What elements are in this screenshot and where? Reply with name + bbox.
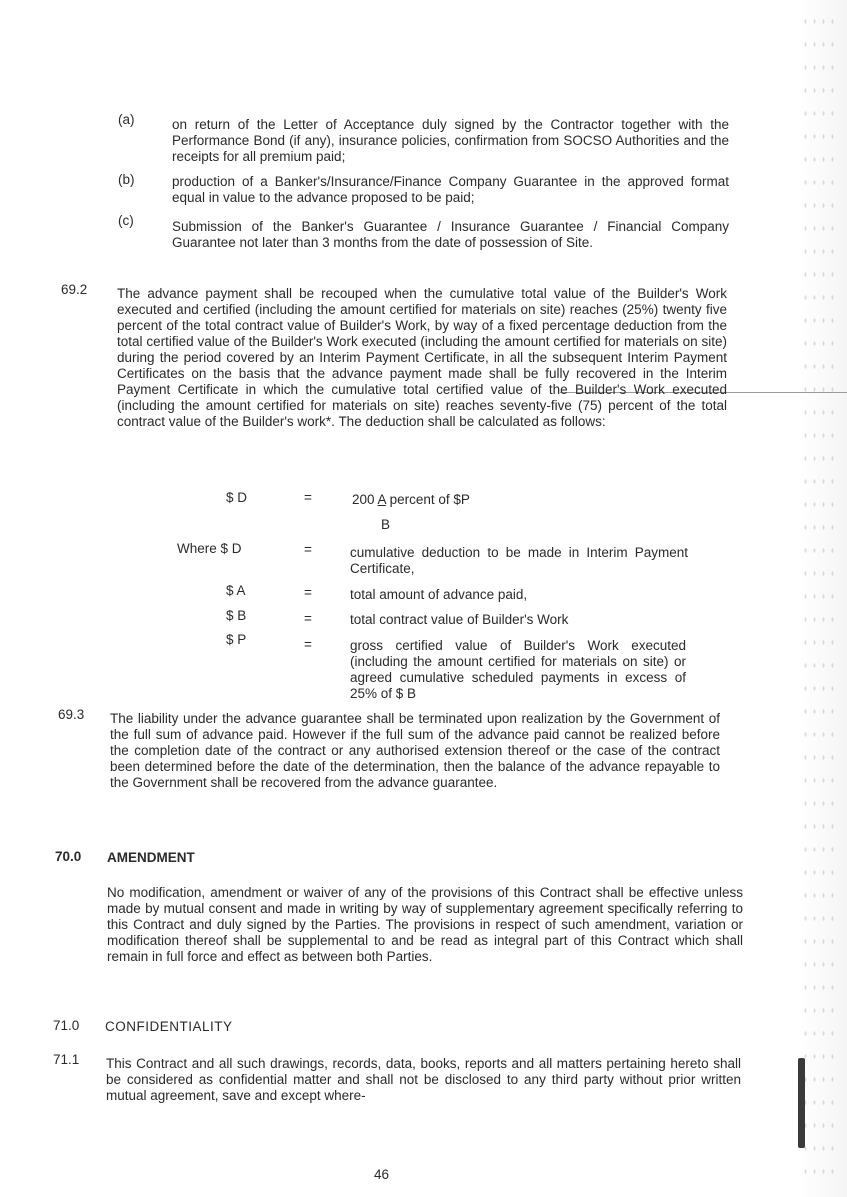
def-d-eq: =: [304, 542, 312, 557]
def-p-text: gross certified value of Builder's Work executed (including the amount certified for materials on site) or agreed cumulative scheduled payments in excess of 25% of $ B: [350, 638, 686, 701]
def-a-eq: =: [304, 585, 312, 600]
formula-lhs: $ D: [226, 490, 248, 505]
formula-rhs-var: A: [377, 492, 386, 507]
clause-69-2-number: 69.2: [61, 282, 88, 297]
formula-rhs-suffix: percent of $P: [389, 492, 470, 507]
item-a-label: (a): [118, 112, 135, 127]
clause-71-1-number: 71.1: [53, 1052, 80, 1067]
def-d-text: cumulative deduction to be made in Interim Payment Certificate,: [350, 545, 688, 576]
def-p-term: $ P: [226, 632, 247, 647]
item-b-text: production of a Banker's/Insurance/Finance Company Guarantee in the approved format equal in value to the advance proposed to be paid;: [172, 174, 729, 205]
clause-71-1-text: This Contract and all such drawings, records, data, books, reports and all matters pertaining hereto shall be considered as confidential matter and shall not be disclosed to any third party without prior written mutual agreement, save and except where-: [106, 1056, 741, 1103]
clause-69-3-number: 69.3: [58, 707, 85, 722]
section-70-number: 70.0: [55, 849, 82, 864]
scan-artifact-mark: [798, 1058, 805, 1148]
def-p-eq: =: [304, 637, 312, 652]
formula-denominator: B: [381, 517, 391, 532]
def-a-term: $ A: [226, 583, 246, 598]
item-b-label: (b): [118, 172, 135, 187]
section-71-heading: CONFIDENTIALITY: [105, 1019, 233, 1034]
section-70-heading: AMENDMENT: [107, 850, 195, 865]
clause-69-3-text: The liability under the advance guarantee shall be terminated upon realization by the Government of the full sum of advance paid. However if the full sum of the advance paid cannot be realized before the completion date of the contract or any authorised extension thereof or the case of the contract been determined before the date of the determination, then the balance of the advance repayable to the Government shall be recovered from the advance guarantee.: [110, 711, 720, 790]
def-b-text: total contract value of Builder's Work: [350, 612, 569, 627]
item-a-text: on return of the Letter of Acceptance duly signed by the Contractor together with the Performance Bond (if any), insurance policies, confirmation from SOCSO Authorities and the receipts for all premium paid;: [172, 117, 729, 164]
item-c-text: Submission of the Banker's Guarantee / Insurance Guarantee / Financial Company Guarantee not later than 3 months from the date of possession of Site.: [172, 219, 729, 250]
formula-equals: =: [304, 490, 312, 505]
def-b-term: $ B: [226, 608, 247, 623]
scan-noise: [801, 10, 837, 1180]
def-a-text: total amount of advance paid,: [350, 587, 528, 602]
def-b-eq: =: [304, 611, 312, 626]
clause-69-2-text: The advance payment shall be recouped when the cumulative total value of the Builder's Work executed and certified (including the amount certified for materials on site) reaches (25%) twenty five percent of the total contract value of Builder's Work, by way of a fixed percentage deduction from the total certified value of the Builder's Work executed (including the amount certified for materials on site) during the period covered by an Interim Payment Certificate, in all the subsequent Interim Payment Certificates on the basis that the advance payment made shall be fully recovered in the Interim Payment Certificate in which the cumulative total certified value of the Builder's Work executed (including the amount certified for materials on site) reaches seventy-five (75) percent of the total contract value of the Builder's work*. The deduction shall be calculated as follows:: [117, 286, 727, 429]
formula-rhs: [352, 492, 470, 507]
section-70-text: No modification, amendment or waiver of any of the provisions of this Contract shall be effective unless made by mutual consent and made in writing by way of supplementary agreement specifically referring to this Contract and duly signed by the Parties. The provisions in respect of such amendment, variation or modification thereof shall be supplemental to and be read as integral part of this Contract which shall remain in full force and effect as between both Parties.: [107, 885, 743, 964]
item-c-label: (c): [118, 213, 134, 228]
def-d-term: Where $ D: [177, 541, 242, 556]
formula-rhs-prefix: 200: [352, 492, 375, 507]
page-number: 46: [374, 1167, 390, 1182]
section-71-number: 71.0: [53, 1018, 80, 1033]
